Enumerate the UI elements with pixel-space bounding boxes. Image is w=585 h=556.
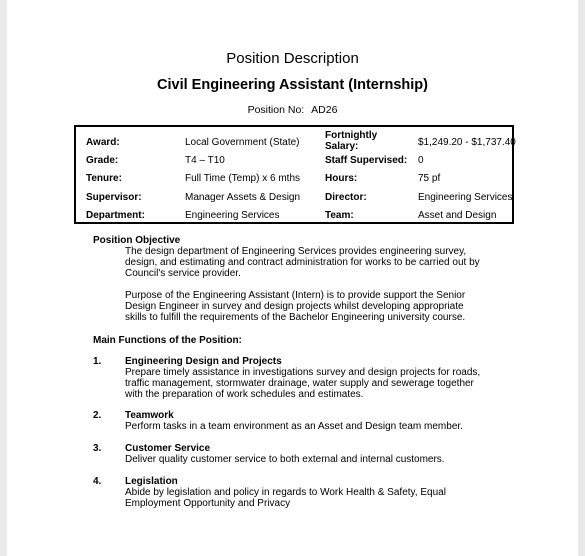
salary-label-line2: Salary: [325, 141, 359, 152]
tenure-label: Tenure: [86, 173, 122, 184]
position-details-box [74, 125, 514, 224]
tenure-value: Full Time (Temp) x 6 mths [185, 173, 301, 184]
text-line: Abide by legislation and policy in regards to Work Health & Safety, Equal [125, 487, 446, 498]
function-description [125, 454, 445, 465]
position-number-value: AD26 [311, 104, 338, 116]
staff-supervised-value: 0 [418, 155, 424, 166]
functions-heading: Main Functions of the Position: [93, 335, 242, 346]
text-line: skills to fulfill the requirements of the Bachelor Engineering university course. [125, 312, 466, 323]
function-title: Customer Service [125, 443, 211, 454]
award-value: Local Government (State) [185, 137, 300, 148]
function-description [125, 421, 463, 432]
text-line: Perform tasks in a team environment as an Asset and Design team member. [125, 421, 463, 432]
text-line: Council's service provider. [125, 268, 241, 279]
objective-paragraph-2 [125, 290, 465, 323]
function-number: 4. [93, 476, 102, 487]
text-line: traffic management, stormwater drainage, water supply and sewerage together [125, 378, 474, 389]
function-description [125, 487, 446, 509]
objective-paragraph-1 [125, 246, 480, 279]
text-line: Employment Opportunity and Privacy [125, 498, 291, 509]
team-value: Asset and Design [418, 210, 497, 221]
supervisor-value: Manager Assets & Design [185, 192, 301, 203]
team-label: Team: [325, 210, 354, 221]
hours-label: Hours: [325, 173, 358, 184]
text-line: Purpose of the Engineering Assistant (Intern) is to provide support the Senior [125, 290, 466, 301]
salary-label-line1: Fortnightly [325, 130, 378, 141]
document-page [7, 0, 578, 556]
supervisor-label: Supervisor: [86, 192, 142, 203]
award-label: Award: [86, 137, 120, 148]
text-line: design, and estimating and contract administration for works to be carried out by [125, 257, 480, 268]
function-number: 3. [93, 443, 102, 454]
director-value: Engineering Services [418, 192, 513, 203]
text-line: Design Engineer in survey and design projects whilst developing appropriate [125, 301, 464, 312]
staff-supervised-label: Staff Supervised: [325, 155, 408, 166]
salary-value: $1,249.20 - $1,737.40 [418, 137, 516, 148]
function-description [125, 367, 480, 400]
grade-value: T4 – T10 [185, 155, 225, 166]
grade-label: Grade: [86, 155, 119, 166]
text-line: Prepare timely assistance in investigations survey and design projects for roads, [125, 367, 481, 378]
function-title: Teamwork [125, 410, 174, 421]
function-title: Legislation [125, 476, 178, 487]
position-number [7, 104, 578, 116]
function-number: 2. [93, 410, 102, 421]
function-number: 1. [93, 356, 102, 367]
department-value: Engineering Services [185, 210, 280, 221]
function-title: Engineering Design and Projects [125, 356, 282, 367]
objective-heading: Position Objective [93, 235, 181, 246]
text-line: The design department of Engineering Services provides engineering survey, [125, 246, 467, 257]
position-title: Civil Engineering Assistant (Internship) [157, 77, 428, 93]
text-line: Deliver quality customer service to both external and internal customers. [125, 454, 445, 465]
document-title: Position Description [226, 50, 359, 67]
director-label: Director: [325, 192, 367, 203]
department-label: Department: [86, 210, 145, 221]
position-number-label: Position No: [247, 104, 305, 116]
text-line: with the preparation of work schedules and estimates. [125, 389, 364, 400]
hours-value: 75 pf [418, 173, 441, 184]
